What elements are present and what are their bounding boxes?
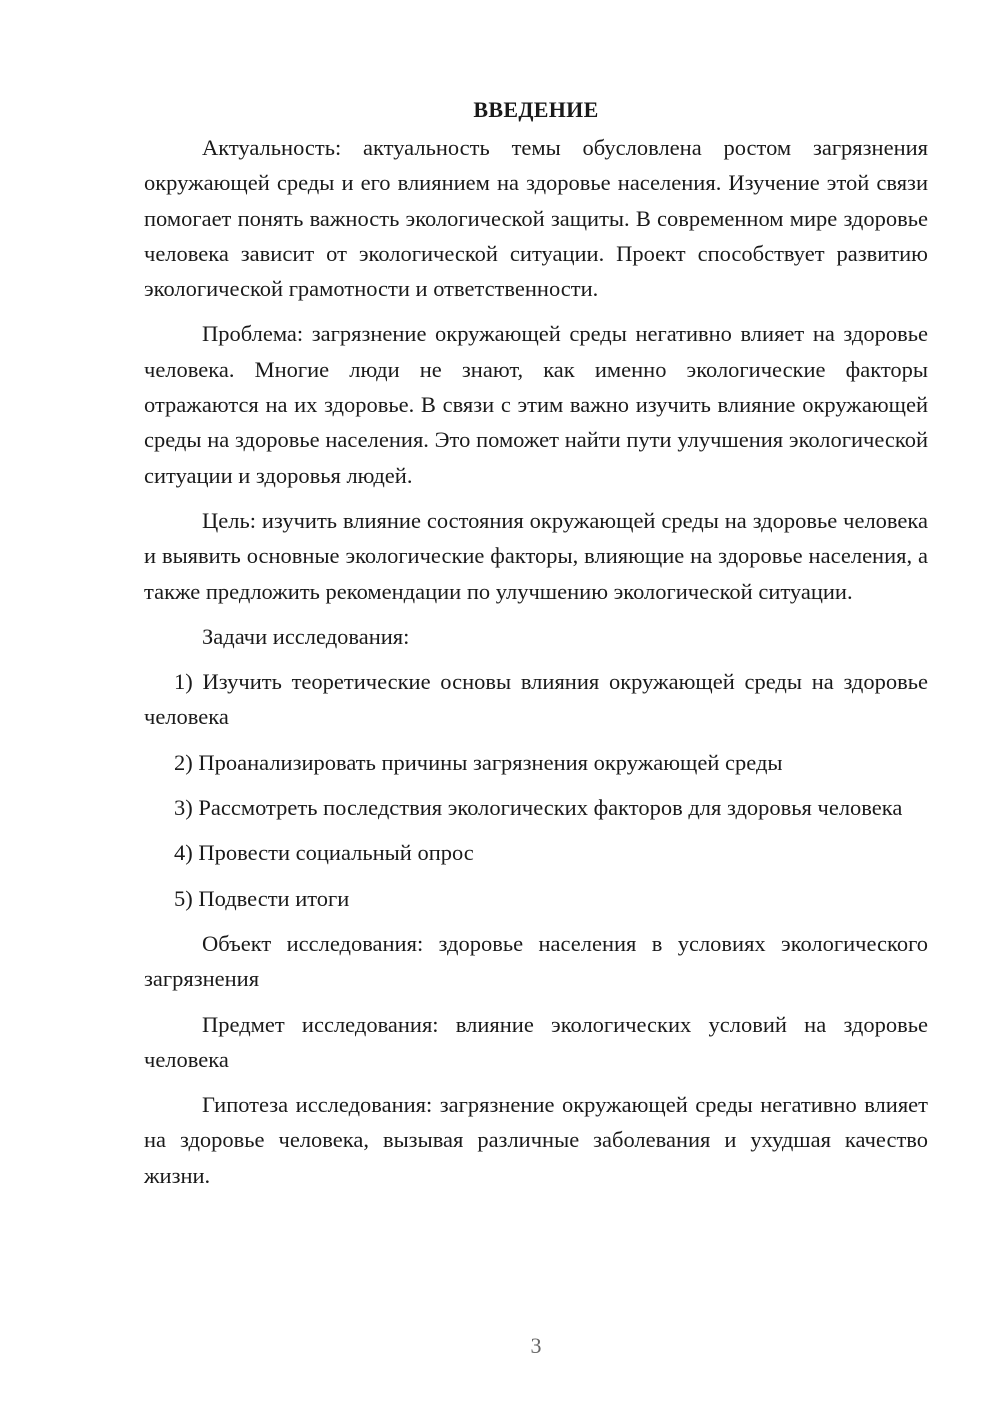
page-number: 3 [530,1333,542,1358]
document-page [144,92,928,1193]
section-heading: ВВЕДЕНИЕ [473,97,599,122]
research-subject-paragraph: Предмет исследования: влияние экологических условий на здоровье человека [144,1011,928,1072]
research-object-paragraph: Объект исследования: здоровье населения в условиях экологического загрязнения [144,930,928,992]
hypothesis-paragraph: Гипотеза исследования: загрязнение окружающей среды негативно влияет на здоровье человека, вызывая различные заболевания и ухудшая качество жизни. [144,1092,928,1188]
task-item-3: 3) Рассмотреть последствия экологических факторов для здоровья человека [174,795,903,821]
task-item-5: 5) Подвести итоги [174,885,350,911]
problem-paragraph: Проблема: загрязнение окружающей среды негативно влияет на здоровье человека. Многие люди не знают, как именно экологические факторы отражаются на их здоровье. В связи с этим важно изучить влияние окружающей среды на здоровье населения. Это поможет найти пути улучшения экологической ситуации и здоровья людей. [144,321,928,488]
task-item-4: 4) Провести социальный опрос [174,840,474,866]
tasks-title: Задачи исследования: [202,623,410,649]
relevance-paragraph: Актуальность: актуальность темы обусловлена ростом загрязнения окружающей среды и его влиянием на здоровье населения. Изучение этой связи помогает понять важность экологической защиты. В современном мире здоровье человека зависит от экологической ситуации. Проект способствует развитию экологической грамотности и ответственности. [144,135,928,302]
task-item-2: 2) Проанализировать причины загрязнения окружающей среды [174,749,783,775]
goal-paragraph: Цель: изучить влияние состояния окружающей среды на здоровье человека и выявить основные экологические факторы, влияющие на здоровье населения, а также предложить рекомендации по улучшению экологической ситуации. [144,507,928,604]
task-item-1: 1) Изучить теоретические основы влияния окружающей среды на здоровье человека [144,669,928,730]
